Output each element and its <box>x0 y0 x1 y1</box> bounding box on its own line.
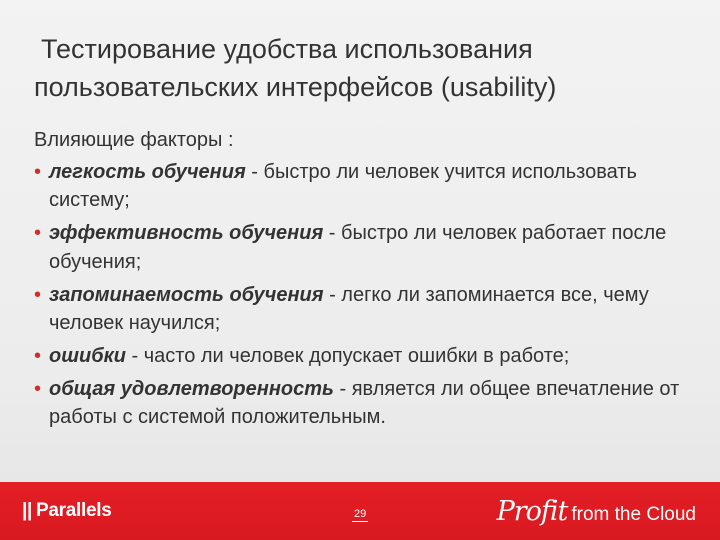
slide-title <box>34 30 694 106</box>
list-item <box>34 375 704 432</box>
title-line-2: пользовательских интерфейсов (usability) <box>34 72 557 102</box>
bullet-dot-icon: • <box>34 222 42 245</box>
parallels-logo <box>22 500 112 522</box>
page-number: 29 <box>354 508 367 520</box>
factor-text: - является ли общее впечатление от работы с системой положительным. <box>49 377 680 429</box>
bullet-dot-icon: • <box>34 377 42 400</box>
list-item <box>34 219 704 276</box>
factor-term: запоминаемость обучения <box>49 283 324 306</box>
footer-bar <box>0 482 720 540</box>
factor-term: ошибки <box>49 344 126 367</box>
parallels-bars-icon: || <box>22 500 33 521</box>
bullet-dot-icon: • <box>34 283 42 306</box>
factor-text: - легко ли запоминается все, чему человек научился; <box>49 283 649 335</box>
profit-tagline <box>497 496 696 527</box>
intro-text: Влияющие факторы : <box>34 129 234 151</box>
title-line-1: Тестирование удобства использования <box>41 34 533 64</box>
list-item <box>34 342 704 371</box>
bullet-dot-icon: • <box>34 160 42 183</box>
factor-term: общая удовлетворенность <box>49 377 334 400</box>
list-item <box>34 158 704 215</box>
list-item <box>34 281 704 338</box>
brand-name: Parallels <box>36 500 112 521</box>
factor-term: эффективность обучения <box>49 222 324 245</box>
tagline-rest: from the Cloud <box>571 504 696 525</box>
factor-term: легкость обучения <box>49 160 246 183</box>
tagline-script: Profit <box>496 496 568 527</box>
bullet-dot-icon: • <box>34 344 42 367</box>
factor-text: - часто ли человек допускает ошибки в работе; <box>125 344 570 367</box>
slide-body <box>34 126 704 436</box>
factor-text: - быстро ли человек учится использовать систему; <box>49 160 637 212</box>
factor-text: - быстро ли человек работает после обучения; <box>49 222 667 273</box>
factors-list <box>34 158 704 432</box>
